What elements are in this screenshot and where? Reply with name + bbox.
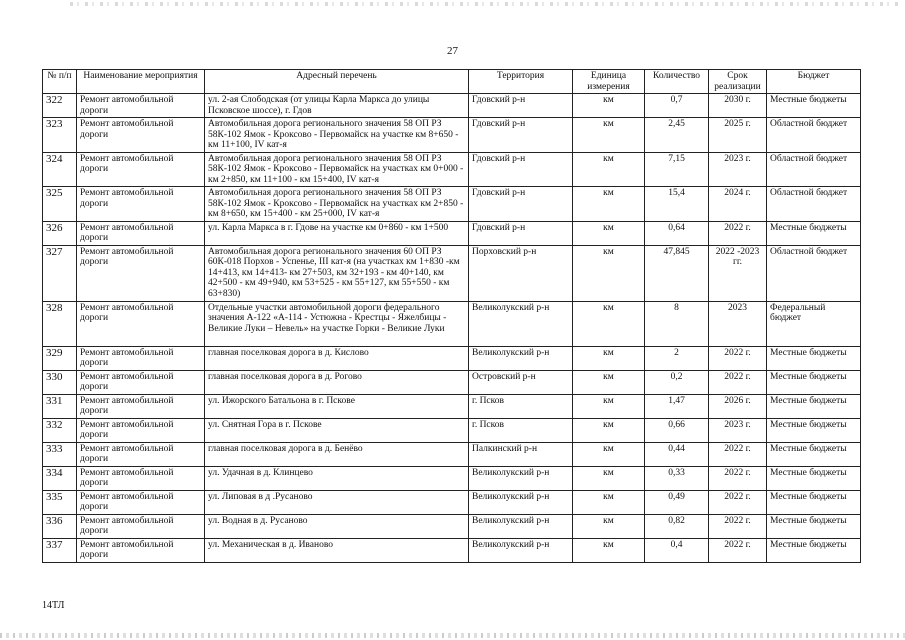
table-row (43, 301, 861, 346)
row-term: 2023 г. (709, 152, 767, 187)
table-row (43, 118, 861, 153)
road-repair-table (42, 69, 861, 563)
row-address: ул. Механическая в д. Иваново (205, 538, 469, 562)
row-term: 2030 г. (709, 94, 767, 118)
row-address: Автомобильная дорога регионального значения 60 ОП РЗ 60К-018 Порхов - Успенье, III кат-я (на участках км 1+830 -км 14+413, км 14+413- км 27+503, км 32+193 - км 40+140, км 42+500 - км 49+940, км 53+525 - км 55+127, км 55+550 - км 63+830) (205, 245, 469, 301)
row-unit: км (573, 118, 645, 153)
row-territory: Великолукский р-н (469, 514, 573, 538)
row-unit: км (573, 370, 645, 394)
row-num: 335 (43, 490, 77, 514)
row-measure: Ремонт автомобильной дороги (77, 514, 205, 538)
row-measure: Ремонт автомобильной дороги (77, 466, 205, 490)
table-row (43, 346, 861, 370)
row-budget: Областной бюджет (767, 245, 861, 301)
row-measure: Ремонт автомобильной дороги (77, 245, 205, 301)
row-term: 2022 г. (709, 466, 767, 490)
row-term: 2022 -2023 гг. (709, 245, 767, 301)
row-territory: Великолукский р-н (469, 466, 573, 490)
row-address: ул. Карла Маркса в г. Гдове на участке км 0+860 - км 1+500 (205, 221, 469, 245)
row-term: 2026 г. (709, 394, 767, 418)
row-quantity: 0,4 (645, 538, 709, 562)
row-term: 2025 г. (709, 118, 767, 153)
row-address: ул. Липовая в д .Русаново (205, 490, 469, 514)
row-budget: Местные бюджеты (767, 538, 861, 562)
row-address: Отдельные участки автомобильной дороги федерального значения А-122 «А-114 - Устюжна - Крестцы - Яжелбицы - Великие Луки – Невель» на участке Горки - Великие Луки (205, 301, 469, 346)
col-header-budget: Бюджет (767, 70, 861, 94)
table-row (43, 187, 861, 222)
row-budget: Местные бюджеты (767, 346, 861, 370)
page-number: 27 (447, 45, 458, 57)
row-num: 331 (43, 394, 77, 418)
scan-artifact-top (70, 2, 900, 6)
row-quantity: 7,15 (645, 152, 709, 187)
row-term: 2022 г. (709, 490, 767, 514)
row-budget: Федеральный бюджет (767, 301, 861, 346)
col-header-quantity: Количество (645, 70, 709, 94)
col-header-term: Срок реализации (709, 70, 767, 94)
row-quantity: 0,7 (645, 94, 709, 118)
row-territory: Гдовский р-н (469, 152, 573, 187)
row-quantity: 8 (645, 301, 709, 346)
row-territory: Великолукский р-н (469, 538, 573, 562)
row-territory: Гдовский р-н (469, 94, 573, 118)
table-row (43, 466, 861, 490)
row-address: Автомобильная дорога регионального значения 58 ОП РЗ 58К-102 Ямок - Кроксово - Первомайск на участках км 2+850 - км 8+650, км 15+400 - км 25+000, IV кат-я (205, 187, 469, 222)
row-territory: Палкинский р-н (469, 442, 573, 466)
row-budget: Областной бюджет (767, 118, 861, 153)
row-territory: Великолукский р-н (469, 301, 573, 346)
row-term: 2023 г. (709, 418, 767, 442)
row-budget: Местные бюджеты (767, 418, 861, 442)
row-unit: км (573, 221, 645, 245)
col-header-measure: Наименование мероприятия (77, 70, 205, 94)
row-quantity: 0,2 (645, 370, 709, 394)
row-term: 2022 г. (709, 538, 767, 562)
row-term: 2022 г. (709, 370, 767, 394)
row-budget: Местные бюджеты (767, 514, 861, 538)
row-territory: Островский р-н (469, 370, 573, 394)
row-term: 2022 г. (709, 346, 767, 370)
row-term: 2023 (709, 301, 767, 346)
row-address: главная поселковая дорога в д. Рогово (205, 370, 469, 394)
row-address: ул. 2-ая Слободская (от улицы Карла Маркса до улицы Псковское шоссе), г. Гдов (205, 94, 469, 118)
row-measure: Ремонт автомобильной дороги (77, 490, 205, 514)
row-num: 322 (43, 94, 77, 118)
row-quantity: 0,33 (645, 466, 709, 490)
row-unit: км (573, 514, 645, 538)
row-measure: Ремонт автомобильной дороги (77, 187, 205, 222)
row-measure: Ремонт автомобильной дороги (77, 94, 205, 118)
row-unit: км (573, 466, 645, 490)
row-quantity: 0,49 (645, 490, 709, 514)
row-territory: г. Псков (469, 418, 573, 442)
row-num: 329 (43, 346, 77, 370)
row-num: 328 (43, 301, 77, 346)
row-address: ул. Удачная в д. Клинцево (205, 466, 469, 490)
row-budget: Областной бюджет (767, 187, 861, 222)
row-unit: км (573, 418, 645, 442)
row-unit: км (573, 538, 645, 562)
row-address: главная поселковая дорога в д. Бенёво (205, 442, 469, 466)
row-unit: км (573, 442, 645, 466)
row-num: 330 (43, 370, 77, 394)
table-row (43, 94, 861, 118)
row-num: 336 (43, 514, 77, 538)
row-measure: Ремонт автомобильной дороги (77, 152, 205, 187)
row-quantity: 47,845 (645, 245, 709, 301)
table-row (43, 418, 861, 442)
row-address: ул. Водная в д. Русаново (205, 514, 469, 538)
row-measure: Ремонт автомобильной дороги (77, 221, 205, 245)
row-num: 324 (43, 152, 77, 187)
row-budget: Местные бюджеты (767, 394, 861, 418)
row-address: ул. Ижорского Батальона в г. Пскове (205, 394, 469, 418)
row-num: 334 (43, 466, 77, 490)
row-territory: Гдовский р-н (469, 118, 573, 153)
table-header-row (43, 70, 861, 94)
row-address: Автомобильная дорога регионального значения 58 ОП РЗ 58К-102 Ямок - Кроксово - Первомайск на участках км 0+000 - км 2+850, км 11+100 - км 15+400, IV кат-я (205, 152, 469, 187)
table-row (43, 490, 861, 514)
row-measure: Ремонт автомобильной дороги (77, 394, 205, 418)
row-measure: Ремонт автомобильной дороги (77, 538, 205, 562)
row-quantity: 15,4 (645, 187, 709, 222)
row-territory: Порховский р-н (469, 245, 573, 301)
table-row (43, 442, 861, 466)
table-row (43, 221, 861, 245)
row-budget: Областной бюджет (767, 152, 861, 187)
row-unit: км (573, 346, 645, 370)
row-address: ул. Снятная Гора в г. Пскове (205, 418, 469, 442)
row-quantity: 1,47 (645, 394, 709, 418)
row-territory: Великолукский р-н (469, 346, 573, 370)
row-num: 333 (43, 442, 77, 466)
row-measure: Ремонт автомобильной дороги (77, 370, 205, 394)
row-unit: км (573, 394, 645, 418)
row-measure: Ремонт автомобильной дороги (77, 346, 205, 370)
row-num: 325 (43, 187, 77, 222)
row-budget: Местные бюджеты (767, 442, 861, 466)
row-unit: км (573, 490, 645, 514)
row-measure: Ремонт автомобильной дороги (77, 442, 205, 466)
col-header-num: № п/п (43, 70, 77, 94)
table-row (43, 538, 861, 562)
row-budget: Местные бюджеты (767, 221, 861, 245)
row-term: 2022 г. (709, 514, 767, 538)
row-term: 2022 г. (709, 221, 767, 245)
row-territory: Гдовский р-н (469, 221, 573, 245)
row-address: Автомобильная дорога регионального значения 58 ОП РЗ 58К-102 Ямок - Кроксово - Первомайск на участке км 8+650 - км 11+100, IV кат-я (205, 118, 469, 153)
row-territory: Великолукский р-н (469, 490, 573, 514)
row-num: 332 (43, 418, 77, 442)
row-unit: км (573, 301, 645, 346)
table-row (43, 245, 861, 301)
col-header-unit: Единица измерения (573, 70, 645, 94)
row-budget: Местные бюджеты (767, 466, 861, 490)
row-address: главная поселковая дорога в д. Кислово (205, 346, 469, 370)
row-quantity: 2,45 (645, 118, 709, 153)
table-row (43, 394, 861, 418)
row-quantity: 2 (645, 346, 709, 370)
row-measure: Ремонт автомобильной дороги (77, 118, 205, 153)
row-quantity: 0,82 (645, 514, 709, 538)
table-row (43, 152, 861, 187)
row-unit: км (573, 245, 645, 301)
row-num: 327 (43, 245, 77, 301)
table-row (43, 370, 861, 394)
footer-code: 14ТЛ (42, 600, 65, 611)
row-budget: Местные бюджеты (767, 490, 861, 514)
row-unit: км (573, 94, 645, 118)
row-num: 323 (43, 118, 77, 153)
row-territory: г. Псков (469, 394, 573, 418)
col-header-address: Адресный перечень (205, 70, 469, 94)
row-num: 337 (43, 538, 77, 562)
row-quantity: 0,66 (645, 418, 709, 442)
row-budget: Местные бюджеты (767, 370, 861, 394)
row-measure: Ремонт автомобильной дороги (77, 418, 205, 442)
row-term: 2024 г. (709, 187, 767, 222)
row-quantity: 0,64 (645, 221, 709, 245)
row-measure: Ремонт автомобильной дороги (77, 301, 205, 346)
col-header-territory: Территория (469, 70, 573, 94)
row-unit: км (573, 152, 645, 187)
row-term: 2022 г. (709, 442, 767, 466)
table-row (43, 514, 861, 538)
row-quantity: 0,44 (645, 442, 709, 466)
row-num: 326 (43, 221, 77, 245)
scan-artifact-bottom (0, 633, 905, 638)
row-budget: Местные бюджеты (767, 94, 861, 118)
row-unit: км (573, 187, 645, 222)
row-territory: Гдовский р-н (469, 187, 573, 222)
